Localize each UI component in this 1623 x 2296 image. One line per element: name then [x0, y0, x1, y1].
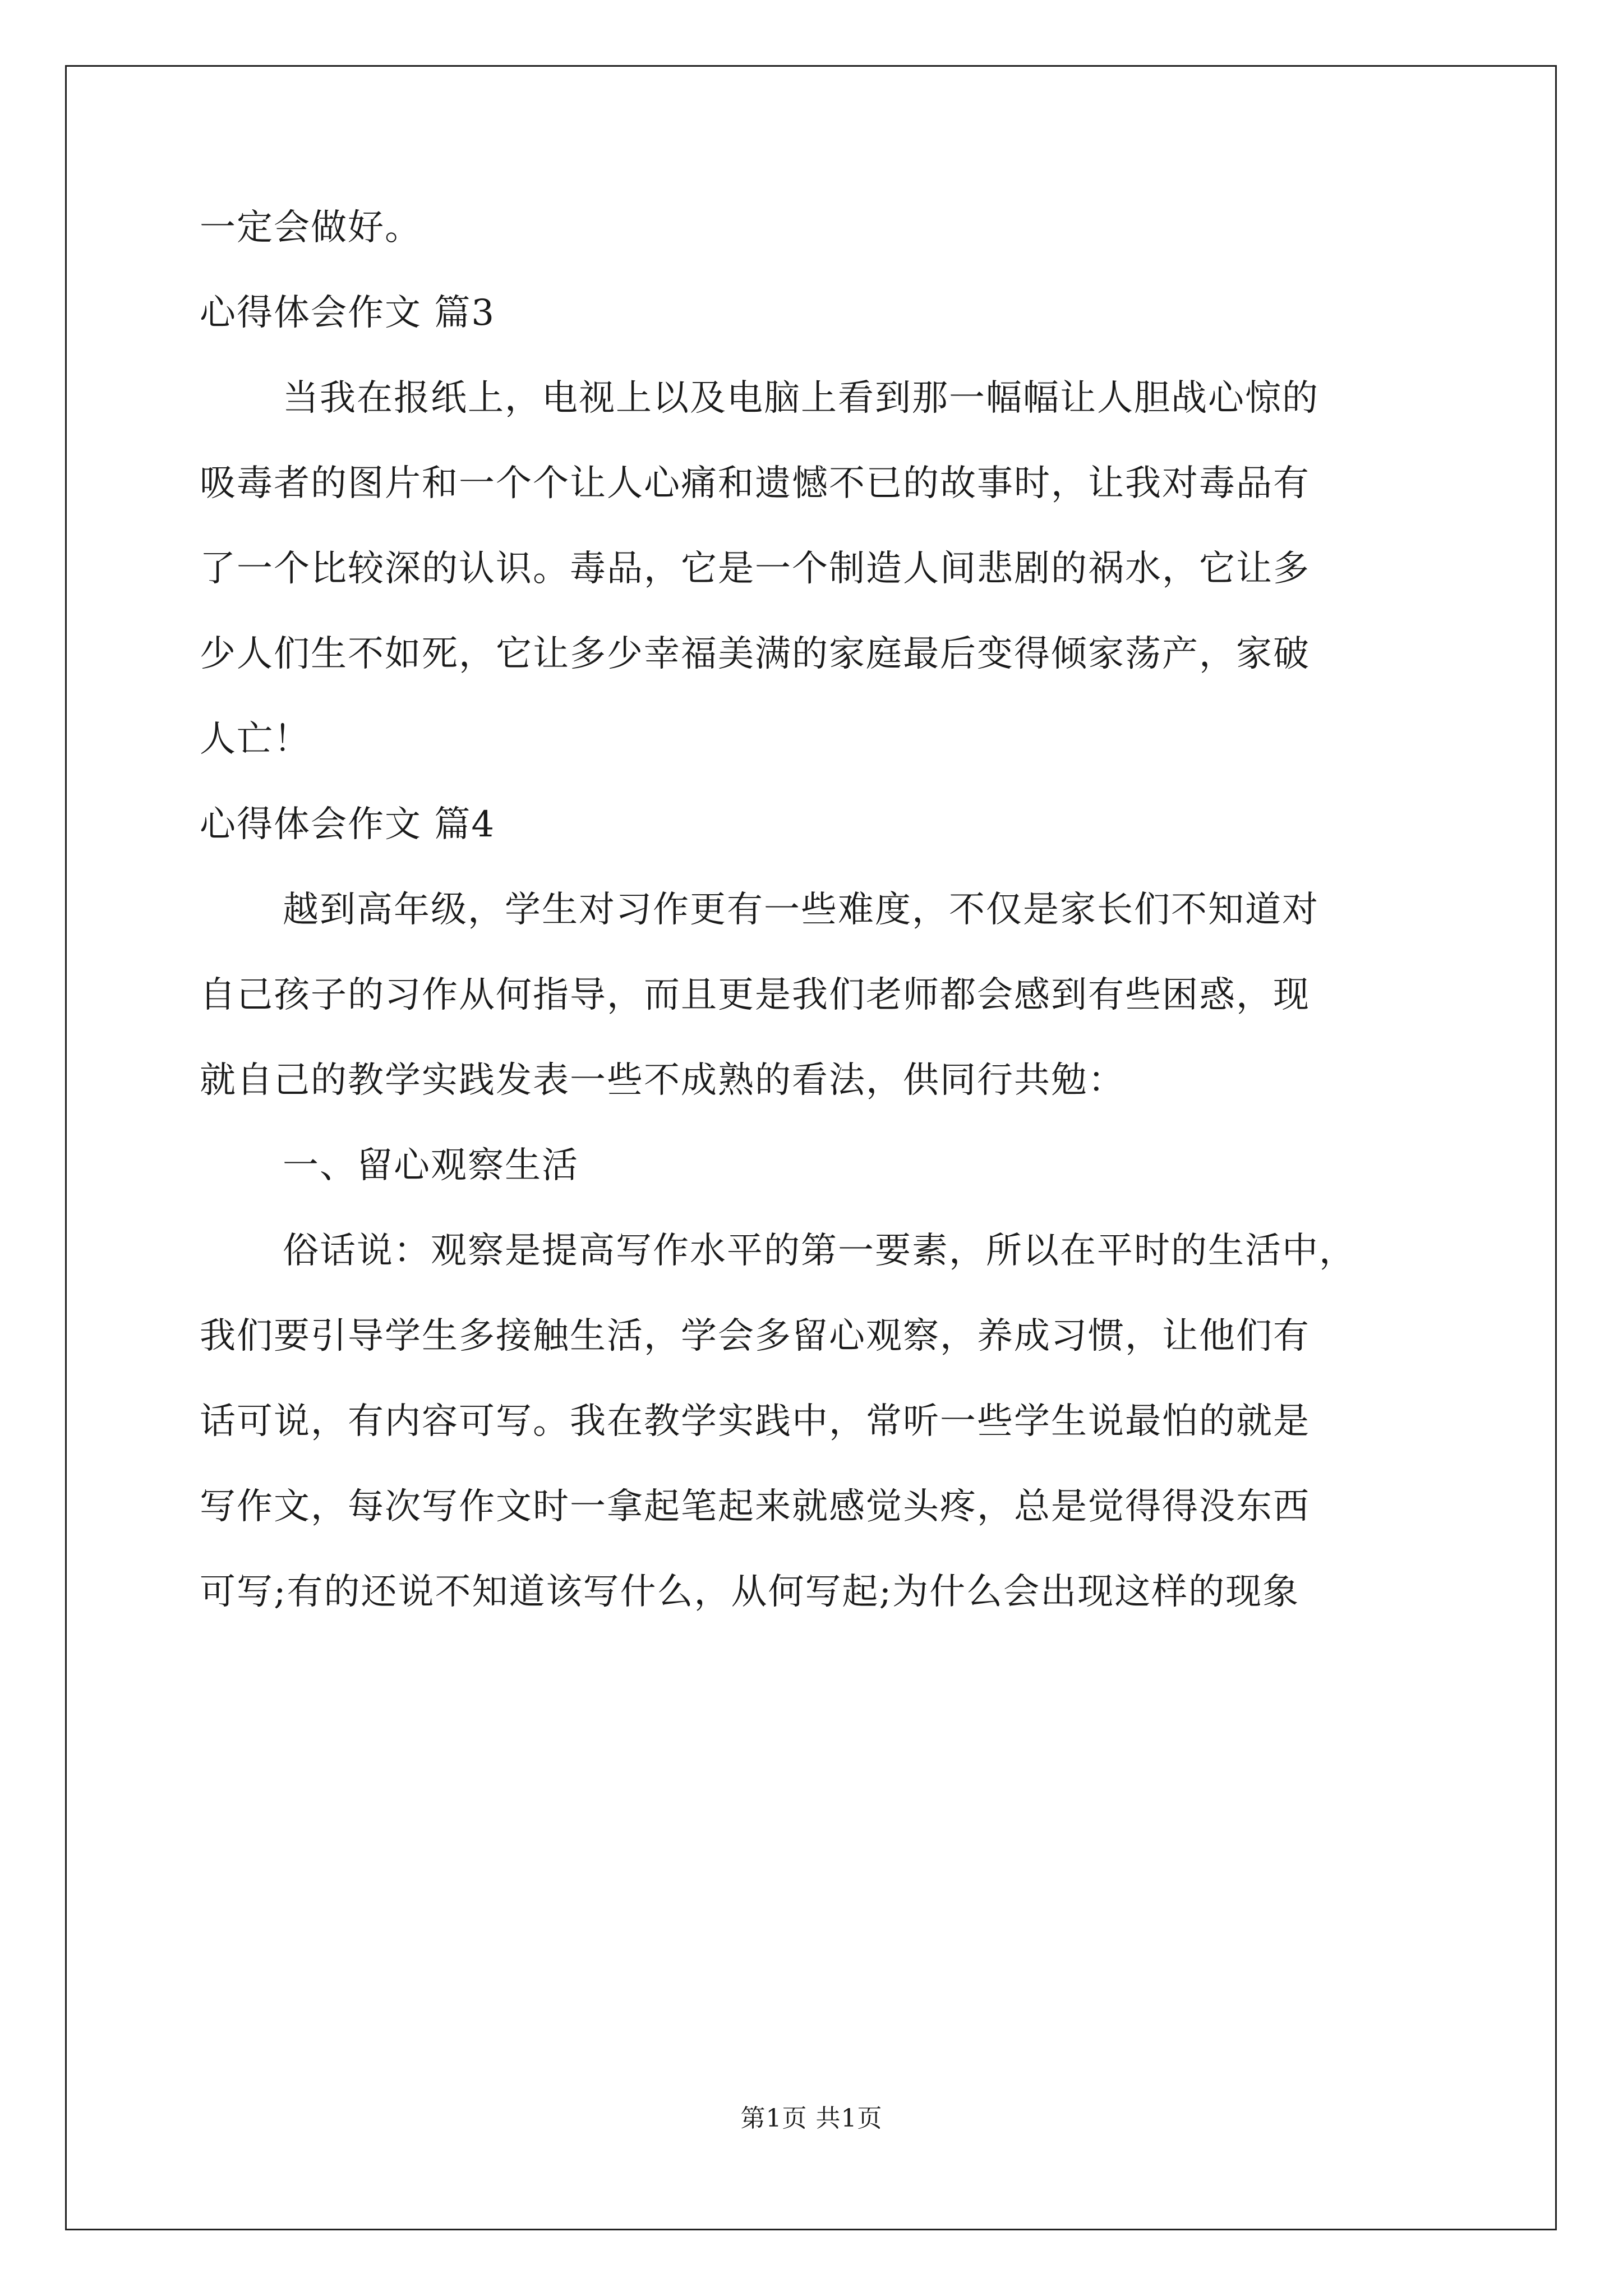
text-line: 我们要引导学生多接触生活，学会多留心观察，养成习惯，让他们有: [200, 1315, 1310, 1357]
text-line: 了一个比较深的认识。毒品，它是一个制造人间悲剧的祸水，它让多: [200, 548, 1310, 590]
text-line: 吸毒者的图片和一个个让人心痛和遗憾不已的故事时，让我对毒品有: [200, 463, 1310, 504]
text-line: 俗话说：观察是提高写作水平的第一要素，所以在平时的生活中，: [283, 1230, 1356, 1272]
text-line: 就自己的教学实践发表一些不成熟的看法，供同行共勉：: [200, 1060, 1125, 1101]
text-line: 当我在报纸上，电视上以及电脑上看到那一幅幅让人胆战心惊的: [283, 378, 1319, 419]
text-line: 可写;有的还说不知道该写什么，从何写起;为什么会出现这样的现象: [200, 1571, 1300, 1613]
section-heading: 心得体会作文 篇3: [200, 292, 496, 334]
text-line: 一定会做好。: [200, 207, 422, 249]
text-line: 少人们生不如死，它让多少幸福美满的家庭最后变得倾家荡产，家破: [200, 633, 1310, 675]
document-body: [200, 185, 1433, 1635]
text-line: 越到高年级，学生对习作更有一些难度，不仅是家长们不知道对: [283, 889, 1319, 931]
page-footer: 第1页 共1页: [740, 2104, 883, 2133]
text-line: 人亡！: [200, 719, 311, 760]
text-line: 话可说，有内容可写。我在教学实践中，常听一些学生说最怕的就是: [200, 1401, 1310, 1442]
subheading: 一、留心观察生活: [283, 1145, 579, 1186]
text-line: 自己孩子的习作从何指导，而且更是我们老师都会感到有些困惑，现: [200, 974, 1310, 1016]
section-heading: 心得体会作文 篇4: [200, 804, 496, 845]
text-line: 写作文，每次写作文时一拿起笔起来就感觉头疼，总是觉得得没东西: [200, 1486, 1310, 1527]
